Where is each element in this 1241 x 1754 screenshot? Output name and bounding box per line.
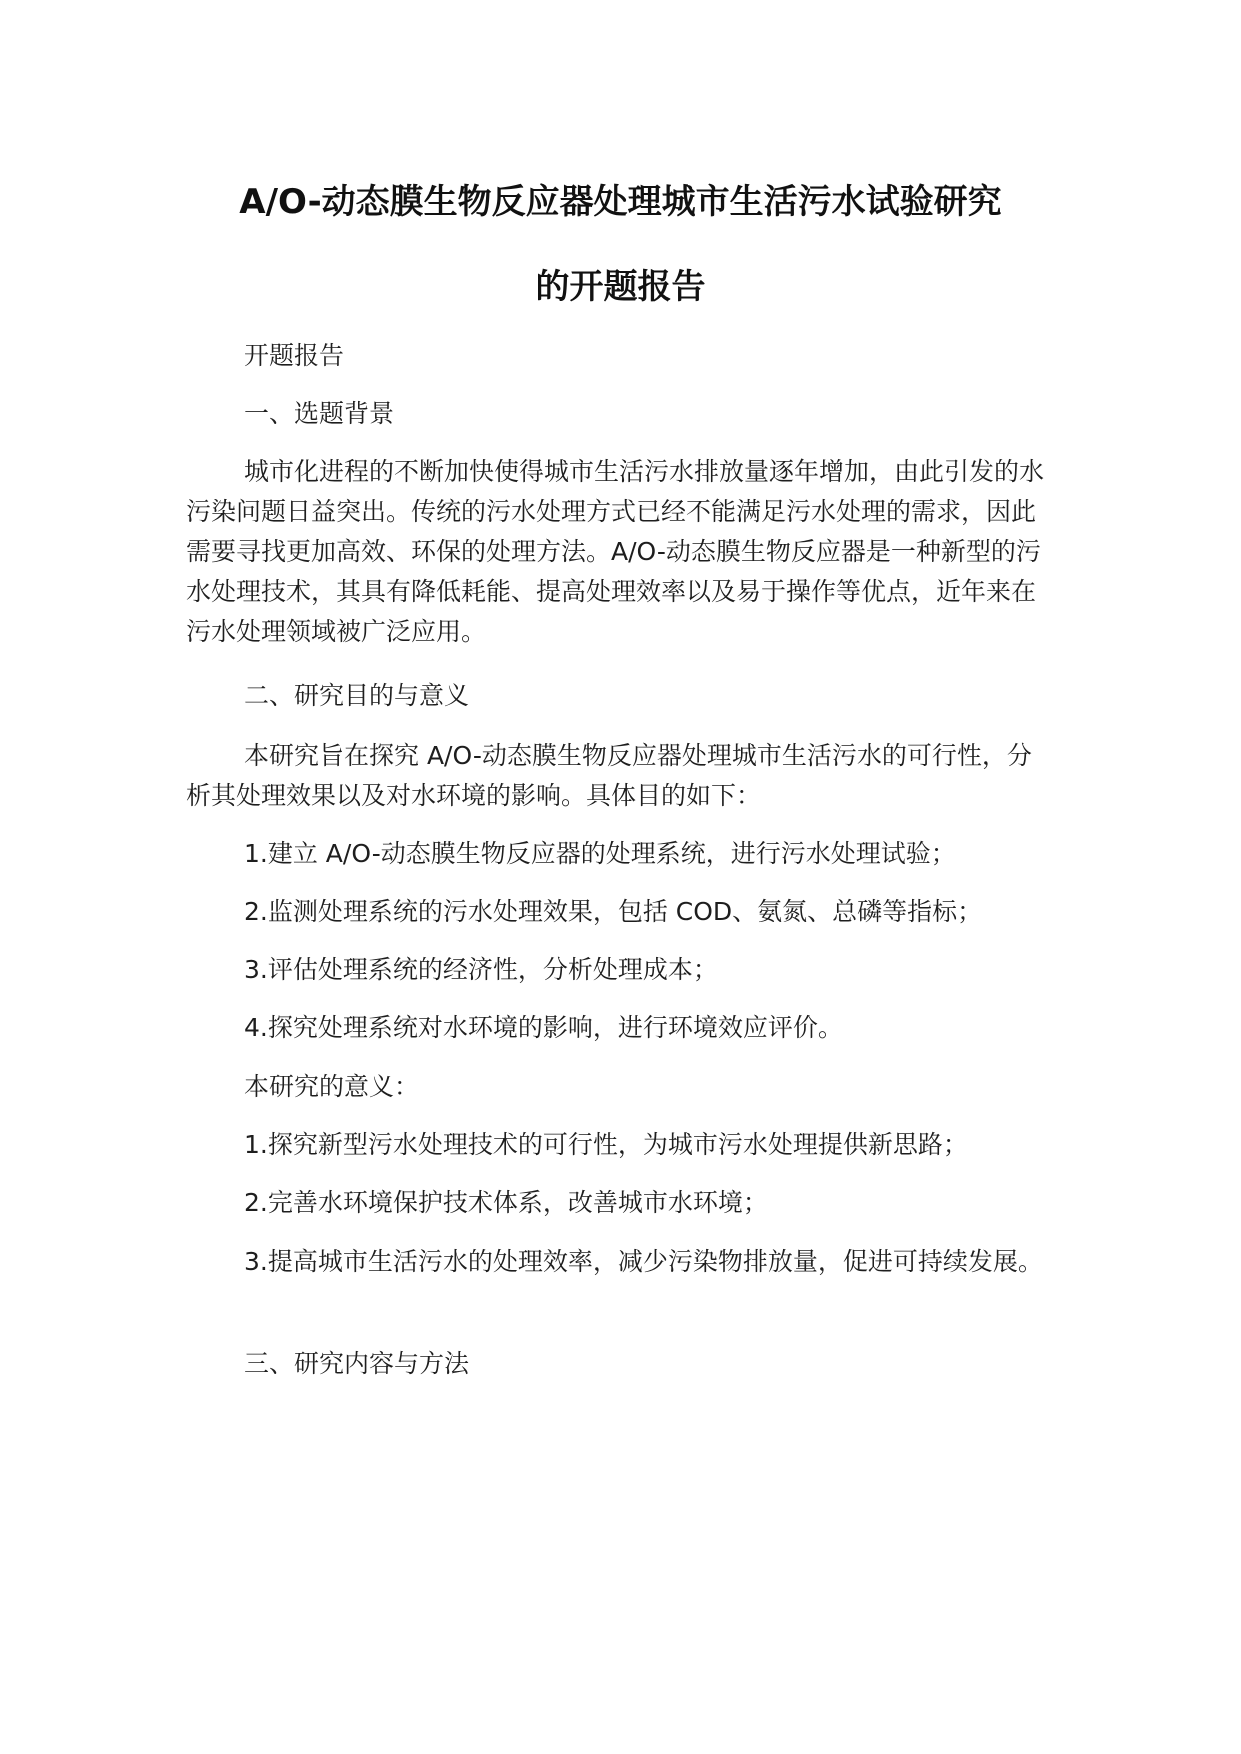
paragraph-significance-intro: 本研究的意义： [244, 1072, 420, 1101]
section-heading-purpose: 二、研究目的与意义 [244, 681, 470, 710]
document-title-line-2: 的开题报告 [535, 267, 706, 307]
list-item-purpose-2: 2.监测处理系统的污水处理效果，包括 COD、氨氮、总磷等指标； [244, 897, 983, 926]
list-item-purpose-4: 4.探究处理系统对水环境的影响，进行环境效应评价。 [244, 1013, 843, 1042]
section-heading-background: 一、选题背景 [244, 399, 395, 428]
list-item-significance-2: 2.完善水环境保护技术体系，改善城市水环境； [244, 1188, 768, 1217]
list-item-purpose-3: 3.评估处理系统的经济性，分析处理成本； [244, 955, 718, 984]
list-item-significance-3: 3.提高城市生活污水的处理效率，减少污染物排放量，促进可持续发展。 [244, 1247, 1043, 1276]
document-title-line-1: A/O-动态膜生物反应器处理城市生活污水试验研究 [239, 182, 1002, 222]
paragraph-purpose: 本研究旨在探究 A/O-动态膜生物反应器处理城市生活污水的可行性，分析其处理效果以及对水环境的影响。具体目的如下： [186, 741, 1032, 810]
section-heading-methods: 三、研究内容与方法 [244, 1349, 470, 1378]
list-item-significance-1: 1.探究新型污水处理技术的可行性，为城市污水处理提供新思路； [244, 1130, 968, 1159]
list-item-purpose-1: 1.建立 A/O-动态膜生物反应器的处理系统，进行污水处理试验； [244, 839, 956, 868]
paragraph-background: 城市化进程的不断加快使得城市生活污水排放量逐年增加，由此引发的水污染问题日益突出。传统的污水处理方式已经不能满足污水处理的需求，因此需要寻找更加高效、环保的处理方法。A/O-动态膜生物反应器是一种新型的污水处理技术，其具有降低耗能、提高处理效率以及易于操作等优点，近年来在污水处理领域被广泛应用。 [186, 457, 1045, 646]
section-label-proposal: 开题报告 [244, 341, 345, 370]
